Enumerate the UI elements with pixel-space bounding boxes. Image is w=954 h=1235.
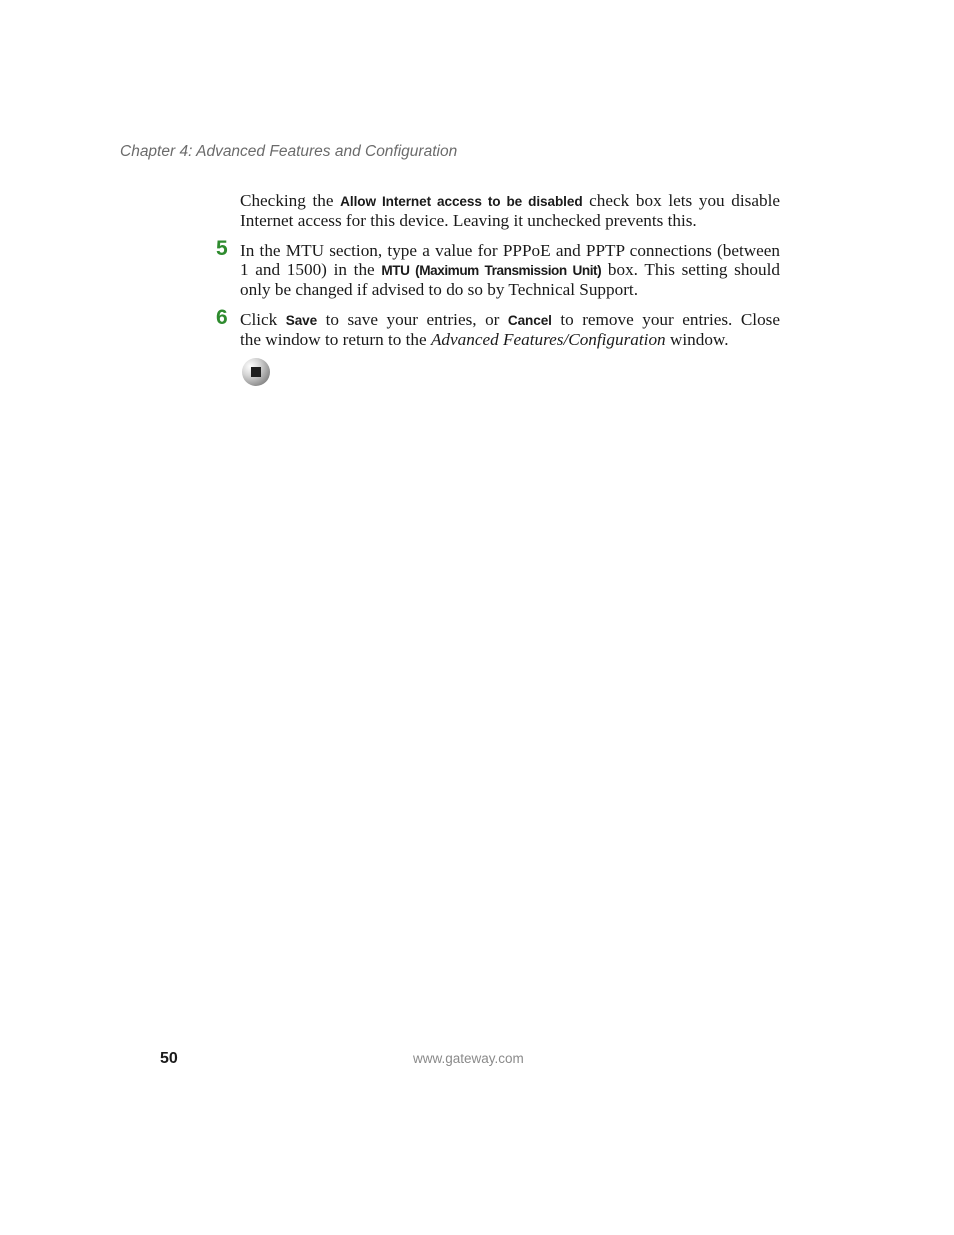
- end-of-procedure-icon: [242, 358, 270, 386]
- step-6-text: [240, 310, 780, 349]
- paragraph-line: In the MTU section, type a value for PPPoE and PPTP connections (between: [240, 241, 780, 260]
- text-segment: to save your entries, or: [317, 310, 508, 329]
- step-5-text: [240, 241, 780, 300]
- text-segment: box. This setting should: [601, 260, 780, 280]
- window-name: Advanced Features/Configuration: [430, 330, 666, 350]
- text-segment: check box lets you disable: [582, 191, 780, 210]
- ui-term-cancel: Cancel: [507, 313, 552, 328]
- page-number: 50: [160, 1050, 178, 1067]
- step-number-5: 5: [216, 237, 228, 260]
- ui-term-mtu-box: MTU (Maximum Transmission Unit): [381, 263, 602, 279]
- paragraph-line: [240, 191, 780, 211]
- ui-term-allow-internet-access: Allow Internet access to be disabled: [340, 194, 583, 209]
- step-number-6: 6: [216, 306, 228, 329]
- paragraph-line: [240, 260, 780, 280]
- paragraph-line: [240, 310, 780, 330]
- text-segment: Checking the: [240, 191, 341, 210]
- text-segment: 1 and 1500) in the: [240, 260, 382, 280]
- stop-square-icon: [251, 367, 261, 377]
- paragraph-line: only be changed if advised to do so by Technical Support.: [240, 280, 639, 300]
- ui-term-save: Save: [285, 313, 318, 328]
- footer-url: www.gateway.com: [413, 1051, 524, 1066]
- text-segment: Click: [240, 310, 286, 329]
- text-segment: window.: [665, 330, 729, 350]
- text-segment: to remove your entries. Close: [551, 310, 780, 329]
- intro-paragraph: [240, 191, 780, 230]
- text-segment: the window to return to the: [240, 330, 431, 350]
- paragraph-line: [240, 330, 780, 349]
- paragraph-line: Internet access for this device. Leaving it unchecked prevents this.: [240, 211, 697, 231]
- chapter-header: Chapter 4: Advanced Features and Configuration: [120, 143, 458, 160]
